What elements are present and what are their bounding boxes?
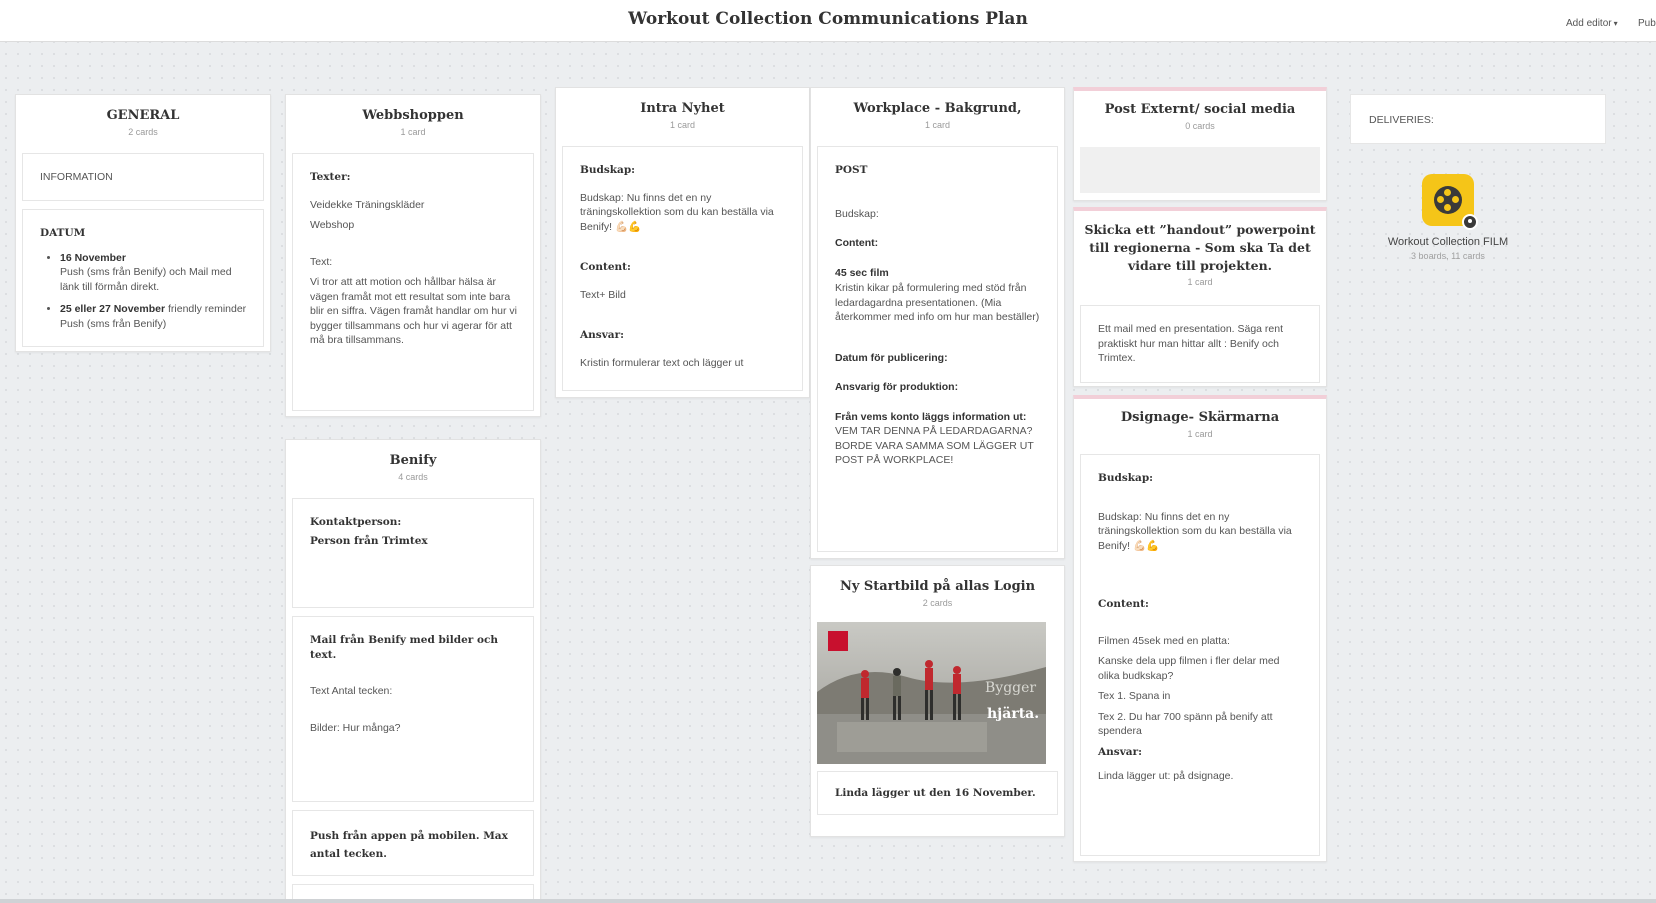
column-title: Post Externt/ social media (1104, 102, 1296, 117)
deliveries-label: DELIVERIES: (1369, 114, 1434, 126)
card-heading: Kontaktperson: (310, 516, 402, 528)
card-line: Kanske dela upp filmen i fler delar med olika budkskap? (1098, 655, 1280, 682)
column-count: 0 cards (1185, 121, 1215, 131)
card-dsignage[interactable] (1080, 454, 1320, 856)
column-count: 1 card (1187, 277, 1213, 287)
card-heading: Mail från Benify med bilder och text. (310, 634, 499, 661)
column-count: 2 cards (922, 598, 953, 608)
card-heading: Ansvar: (580, 329, 625, 341)
column-workplace[interactable] (810, 87, 1065, 559)
column-title: Skicka ett ”handout” powerpoint till regionerna - Som ska Ta det vidare till projekten. (1084, 222, 1316, 273)
card-datum[interactable] (22, 209, 264, 347)
column-handout[interactable] (1073, 207, 1327, 387)
user-badge-icon (1462, 214, 1478, 230)
column-general[interactable] (15, 94, 271, 352)
card-line: Webshop (310, 219, 355, 231)
card-body: Budskap: Nu finns det en ny träningskollektion som du kan beställa via Benify! 💪🏻💪 (1098, 510, 1292, 552)
card-budskap[interactable] (562, 146, 803, 391)
card-body: Kristin kikar på formulering med stöd från ledardagardna presentationen. (Mia återkommer med info om hur man beställer) (835, 282, 1040, 323)
column-title: Dsignage- Skärmarna (1120, 410, 1280, 425)
card-heading: Texter: (310, 171, 351, 183)
date-list (40, 251, 247, 332)
date-label: 25 eller 27 November (60, 303, 166, 315)
card-line: Tex 2. Du har 700 spänn på benify att spendera (1098, 710, 1273, 737)
column-dsignage[interactable] (1073, 395, 1327, 862)
photo-text: hjärta. (987, 706, 1040, 722)
card-text: INFORMATION (40, 171, 113, 183)
card-heading: Content: (1098, 598, 1149, 610)
card-label: 45 sec film (835, 266, 889, 279)
card-line: Linda lägger ut: på dsignage. (1098, 770, 1234, 782)
list-item (60, 302, 247, 331)
add-editor-button[interactable] (1566, 18, 1618, 29)
chevron-down-icon: ▾ (1613, 19, 1618, 28)
column-title: Intra Nyhet (640, 101, 725, 116)
login-image[interactable] (817, 622, 1046, 764)
column-post-externt[interactable] (1073, 87, 1327, 201)
card-heading: Linda lägger ut den 16 November. (835, 787, 1036, 799)
card-heading: DATUM (40, 227, 86, 239)
horizontal-scrollbar[interactable] (0, 899, 1656, 903)
add-editor-label: Add editor (1566, 18, 1612, 29)
card-line: Bilder: Hur många? (310, 721, 401, 734)
card-heading: Push från appen på mobilen. Max antal tecken. (310, 830, 508, 860)
card-label: Budskap: (835, 207, 879, 220)
card-heading: Budskap: (580, 164, 636, 176)
card-heading: Person från Trimtex (310, 534, 428, 547)
column-title: Benify (389, 453, 437, 468)
card-handout[interactable] (1080, 305, 1320, 383)
column-count: 1 card (400, 127, 426, 137)
column-count: 4 cards (398, 472, 428, 482)
deliveries-card[interactable] (1350, 94, 1606, 144)
card-heading: Budskap: (1098, 472, 1154, 484)
empty-dropzone[interactable] (1080, 147, 1320, 193)
date-label: 16 November (60, 251, 126, 264)
column-webbshoppen[interactable] (285, 94, 541, 417)
column-title: Webbshoppen (362, 108, 464, 123)
card-label: Ansvarig för produktion: (835, 381, 959, 393)
card-mail[interactable] (292, 616, 534, 802)
card-body: Vi tror att att motion och hållbar hälsa är vägen framåt mot ett resultat som inte bara blir en siffra. Vägen framåt handlar om hur vi bygger tillsammans och hur vi agerar för att må bra tillsammans. (310, 276, 517, 346)
card-heading: Ansvar: (1098, 745, 1143, 758)
card-line: Text Antal tecken: (310, 685, 393, 697)
card-post[interactable] (817, 146, 1058, 552)
top-bar (0, 0, 1656, 42)
column-count: 1 card (1187, 429, 1213, 439)
board-title: Workout Collection Communications Plan (628, 9, 1028, 29)
card-line: Filmen 45sek med en platta: (1098, 634, 1230, 647)
date-text: friendly reminder Push (sms från Benify) (60, 303, 247, 330)
card-heading: Content: (580, 261, 631, 273)
column-title: Ny Startbild på allas Login (839, 579, 1036, 594)
card-body: Ett mail med en presentation. Säga rent praktiskt hur man hittar allt : Benify och Trimtex. (1098, 323, 1284, 364)
workout-photo (817, 622, 1046, 764)
column-intra-nyhet[interactable] (555, 87, 810, 398)
column-title: Workplace - Bakgrund, (853, 101, 1022, 116)
card-push[interactable] (292, 810, 534, 876)
card-information[interactable] (22, 153, 264, 201)
card-label: Från vems konto läggs information ut: (835, 410, 1027, 423)
film-reel-icon (1422, 174, 1474, 226)
column-ny-startbild[interactable] (810, 565, 1065, 837)
column-title: GENERAL (106, 108, 180, 123)
card-line: Veidekke Träningskläder (310, 198, 425, 211)
card-line: Text+ Bild (580, 288, 626, 301)
board-link-title: Workout Collection FILM (1387, 236, 1509, 248)
card-line: Tex 1. Spana in (1098, 690, 1171, 702)
photo-text: Bygger (985, 680, 1037, 696)
card-kontaktperson[interactable] (292, 498, 534, 608)
card-label: Datum för publicering: (835, 351, 948, 364)
board-link-meta: 3 boards, 11 cards (1411, 251, 1485, 261)
film-board-link[interactable] (1358, 174, 1538, 261)
date-text: Push (sms från Benify) och Mail med länk till förmån direkt. (60, 266, 232, 293)
card-body: VEM TAR DENNA PÅ LEDARDAGARNA? BORDE VARA SAMMA SOM LÄGGER UT POST PÅ WORKPLACE! (835, 425, 1034, 466)
column-count: 1 card (669, 120, 695, 130)
card-note[interactable] (817, 771, 1058, 815)
list-item (60, 251, 247, 295)
card-heading: POST (835, 164, 868, 176)
column-count: 1 card (924, 120, 950, 130)
card-line: Text: (310, 255, 333, 268)
card-texter[interactable] (292, 153, 534, 411)
card-line: Kristin formulerar text och lägger ut (580, 356, 744, 369)
card-body: Budskap: Nu finns det en ny träningskollektion som du kan beställa via Benify! 💪🏻💪 (580, 191, 774, 233)
card-label: Content: (835, 237, 879, 249)
column-benify[interactable] (285, 439, 541, 903)
column-count: 2 cards (128, 127, 158, 137)
publish-button[interactable]: Pub (1638, 18, 1656, 29)
